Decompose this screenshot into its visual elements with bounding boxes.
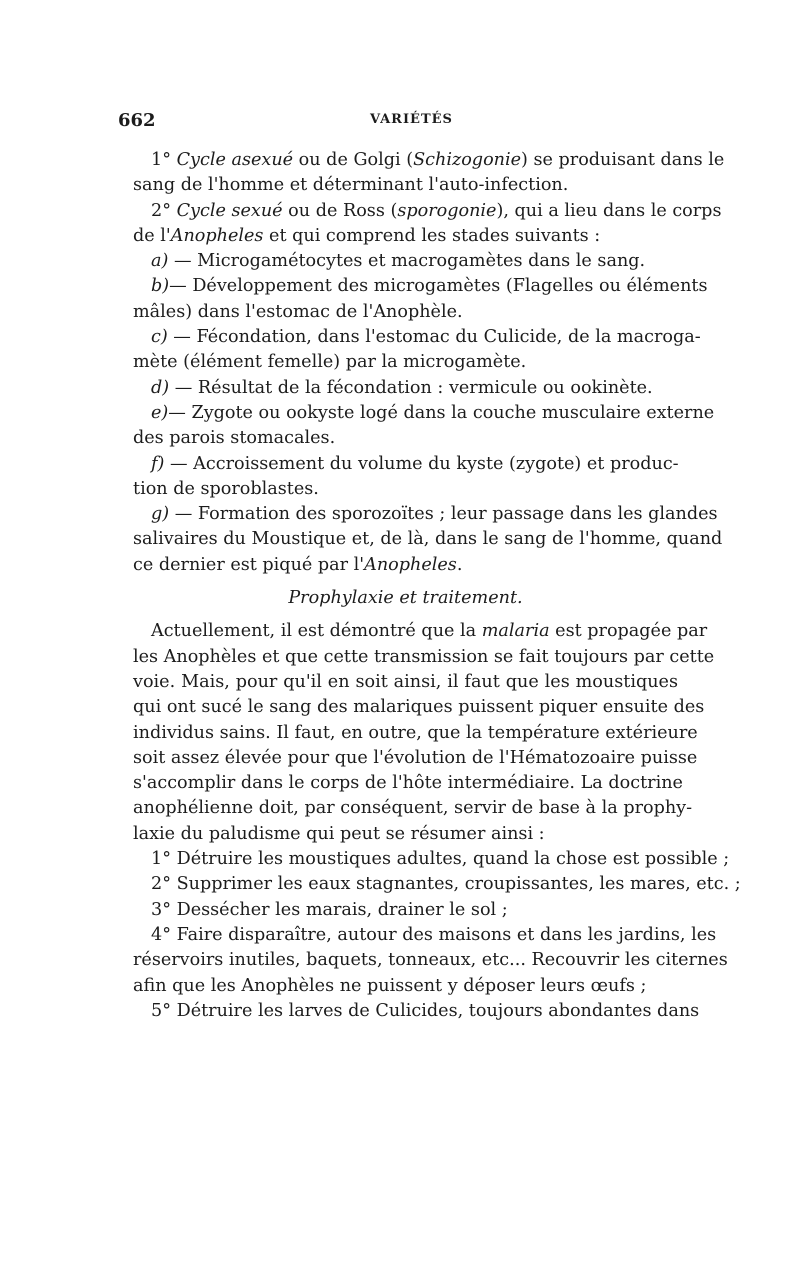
text-line: s'accomplir dans le corps de l'hôte intermédiaire. La doctrine — [133, 773, 683, 794]
text-line: e)— Zygote ou ookyste logé dans la couche musculaire externe — [151, 402, 715, 423]
text-line: de l'Anopheles et qui comprend les stades suivants : — [133, 225, 601, 246]
text-line: c) — Fécondation, dans l'estomac du Culicide, de la macroga- — [151, 327, 701, 348]
text-line: 2° Cycle sexué ou de Ross (sporogonie), qui a lieu dans le corps — [151, 200, 722, 221]
text-line: des parois stomacales. — [133, 428, 336, 449]
text-line: 1° Cycle asexué ou de Golgi (Schizogonie) se produisant dans le — [151, 150, 725, 170]
text-line: sang de l'homme et déterminant l'auto-infection. — [133, 175, 569, 196]
text-line: laxie du paludisme qui peut se résumer ainsi : — [133, 823, 545, 844]
text-line: les Anophèles et que cette transmission se fait toujours par cette — [133, 646, 715, 667]
page-header — [118, 110, 678, 134]
text-line: f) — Accroissement du volume du kyste (zygote) et produc- — [151, 453, 679, 474]
spacer — [133, 611, 678, 619]
text-line: a) — Microgamétocytes et macrogamètes dans le sang. — [151, 251, 646, 272]
text-line: ce dernier est piqué par l'Anopheles. — [133, 554, 463, 575]
list-item: afin que les Anophèles ne puissent y déposer leurs œufs ; — [133, 975, 647, 996]
text-line: soit assez élevée pour que l'évolution de l'Hématozoaire puisse — [133, 747, 698, 768]
list-item: 5° Détruire les larves de Culicides, toujours abondantes dans — [151, 1000, 700, 1021]
list-item: 3° Dessécher les marais, drainer le sol ; — [151, 899, 508, 920]
list-item: 4° Faire disparaître, autour des maisons et dans les jardins, les — [151, 924, 717, 945]
text-line: qui ont sucé le sang des malariques puissent piquer ensuite des — [133, 697, 705, 718]
text-line: mète (élément femelle) par la microgamète. — [133, 352, 527, 373]
text-line: d) — Résultat de la fécondation : vermicule ou ookinète. — [151, 377, 653, 398]
list-item: 1° Détruire les moustiques adultes, quand la chose est possible ; — [151, 849, 730, 870]
text-line: tion de sporoblastes. — [133, 478, 319, 499]
text-line: individus sains. Il faut, en outre, que la température extérieure — [133, 722, 698, 743]
section-subtitle: Prophylaxie et traitement. — [288, 588, 523, 609]
running-head: VARIÉTÉS — [370, 112, 453, 127]
text-line: voie. Mais, pour qu'il en soit ainsi, il faut que les moustiques — [133, 671, 678, 692]
spacer — [133, 578, 678, 586]
body-text — [133, 148, 741, 1024]
text-line: Actuellement, il est démontré que la malaria est propagée par — [151, 621, 708, 642]
text-line: anophélienne doit, par conséquent, servir de base à la prophy- — [133, 798, 693, 819]
text-line: g) — Formation des sporozoïtes ; leur passage dans les glandes — [151, 504, 718, 525]
list-item: 2° Supprimer les eaux stagnantes, croupissantes, les mares, etc. ; — [151, 874, 741, 895]
text-line: salivaires du Moustique et, de là, dans le sang de l'homme, quand — [133, 529, 723, 550]
list-item: réservoirs inutiles, baquets, tonneaux, etc... Recouvrir les citernes — [133, 950, 728, 971]
text-line: b)— Développement des microgamètes (Flagelles ou éléments — [151, 276, 708, 297]
text-line: mâles) dans l'estomac de l'Anophèle. — [133, 301, 463, 322]
page-number: 662 — [118, 110, 156, 131]
